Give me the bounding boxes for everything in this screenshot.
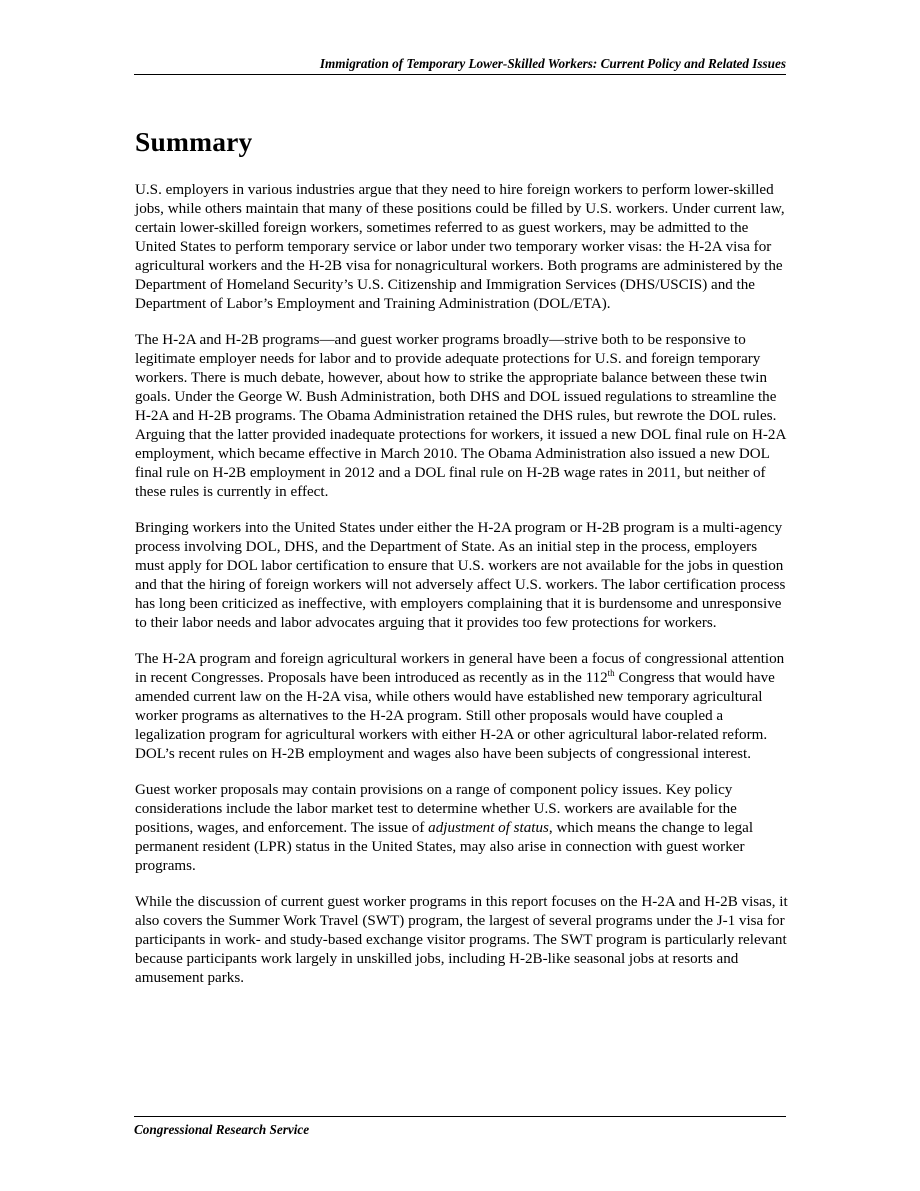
summary-paragraph-2: The H-2A and H-2B programs—and guest worker programs broadly—strive both to be responsive to legitimate employer needs for labor and to provide adequate protections for U.S. and foreign temporary workers. There is much debate, however, about how to strike the appropriate balance between these twin goals. Under the George W. Bush Administration, both DHS and DOL issued regulations to streamline the H-2A and H-2B programs. The Obama Administration retained the DHS rules, but rewrote the DOL rules. Arguing that the latter provided inadequate protections for workers, it issued a new DOL final rule on H-2A employment, which became effective in March 2010. The Obama Administration also issued a new DOL final rule on H-2B employment in 2012 and a DOL final rule on H-2B wage rates in 2011, but neither of these rules is currently in effect. [135,332,786,500]
running-header [134,55,786,75]
section-heading: Summary [135,126,253,157]
paragraph-4-text-end: Congress that would have amended current law on the H-2A visa, while others would have established new temporary agricultural worker programs as alternatives to the H-2A program. Still other proposals would have coupled a legalization program for agricultural workers with either H-2A or other agricultural labor-related reform. DOL’s recent rules on H-2B employment and wages also have been subjects of congressional interest. [135,670,775,762]
paragraph-5-text-end: , which means the change to legal permanent resident (LPR) status in the United States, may also arise in connection with guest worker programs. [135,820,754,874]
summary-paragraph-6: While the discussion of current guest worker programs in this report focuses on the H-2A and H-2B visas, it also covers the Summer Work Travel (SWT) program, the largest of several programs under the J-1 visa for participants in work- and study-based exchange visitor programs. The SWT program is particularly relevant because participants work largely in unskilled jobs, including H-2B-like seasonal jobs at resorts and amusement parks. [135,894,788,986]
paragraph-4-text-start: The H-2A program and foreign agricultural workers in general have been a focus of congressional attention in recent Congresses. Proposals have been introduced as recently as in the 112 [135,651,785,686]
footer-source: Congressional Research Service [134,1122,310,1137]
paragraph-5-text-start: Guest worker proposals may contain provisions on a range of component policy issues. Key policy considerations include the labor market test to determine whether U.S. workers are available for the positions, wages, and enforcement. The issue of [135,782,737,836]
summary-paragraph-1: U.S. employers in various industries argue that they need to hire foreign workers to perform lower-skilled jobs, while others maintain that many of these positions could be filled by U.S. workers. Under current law, certain lower-skilled foreign workers, sometimes referred to as guest workers, may be admitted to the United States to perform temporary service or labor under two temporary worker visas: the H-2A visa for agricultural workers and the H-2B visa for nonagricultural workers. Both programs are administered by the Department of Homeland Security’s U.S. Citizenship and Immigration Services (DHS/USCIS) and the Department of Labor’s Employment and Training Administration (DOL/ETA). [135,182,785,312]
ordinal-superscript: th [607,668,615,678]
page-body [135,122,790,1005]
running-footer [134,1116,786,1139]
summary-paragraph-3: Bringing workers into the United States under either the H-2A program or H-2B program is a multi-agency process involving DOL, DHS, and the Department of State. As an initial step in the process, employers must apply for DOL labor certification to ensure that U.S. workers are not available for the jobs in question and that the hiring of foreign workers will not adversely affect U.S. workers. The labor certification process has long been criticized as ineffective, with employers complaining that it is burdensome and unresponsive to their labor needs and labor advocates arguing that it provides too few protections for workers. [135,520,786,631]
summary-paragraph-5 [135,781,790,876]
summary-paragraph-4 [135,650,790,764]
emphasized-term: adjustment of status [428,820,549,836]
running-header-title: Immigration of Temporary Lower-Skilled Workers: Current Policy and Related Issues [319,56,786,71]
